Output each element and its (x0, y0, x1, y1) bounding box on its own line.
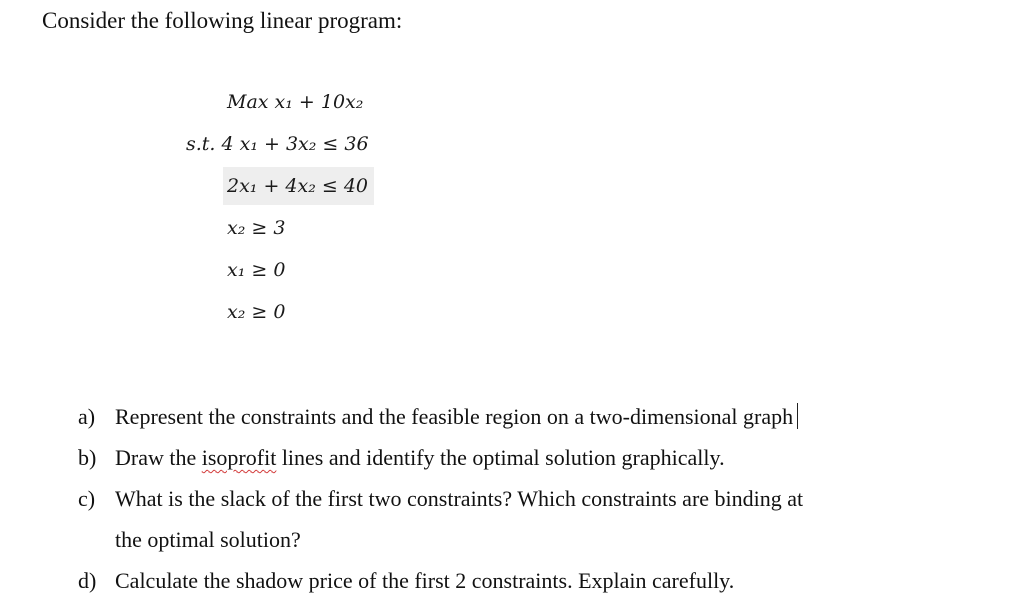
question-c-line-1: What is the slack of the first two constraints? Which constraints are binding at (115, 486, 804, 511)
question-c[interactable] (78, 478, 978, 560)
question-b-text-after: lines and identify the optimal solution graphically. (276, 445, 725, 470)
spellcheck-flagged-word[interactable]: isoprofit (201, 445, 277, 470)
question-d-text: Calculate the shadow price of the first 2 constraints. Explain carefully. (115, 568, 735, 593)
objective-function: Max x₁ + 10x₂ (227, 91, 364, 113)
question-b-label: b) (78, 445, 97, 470)
question-a-label: a) (78, 404, 96, 429)
question-list (78, 396, 978, 601)
question-a-text: Represent the constraints and the feasible region on a two-dimensional graph (115, 404, 794, 429)
constraint-1: s.t. 4 x₁ + 3x₂ ≤ 36 (186, 133, 369, 155)
question-d[interactable] (78, 560, 978, 601)
constraint-2[interactable]: 2x₁ + 4x₂ ≤ 40 (223, 167, 374, 205)
text-cursor (797, 403, 798, 429)
constraint-3: x₂ ≥ 3 (227, 217, 286, 239)
constraint-5: x₂ ≥ 0 (227, 301, 286, 323)
question-c-line-2: the optimal solution? (115, 527, 301, 552)
constraint-4: x₁ ≥ 0 (227, 259, 286, 281)
question-b[interactable] (78, 437, 978, 478)
problem-intro: Consider the following linear program: (42, 8, 403, 33)
question-d-label: d) (78, 568, 97, 593)
question-c-label: c) (78, 486, 96, 511)
question-b-text-before: Draw the (115, 445, 202, 470)
question-a[interactable] (78, 396, 978, 437)
